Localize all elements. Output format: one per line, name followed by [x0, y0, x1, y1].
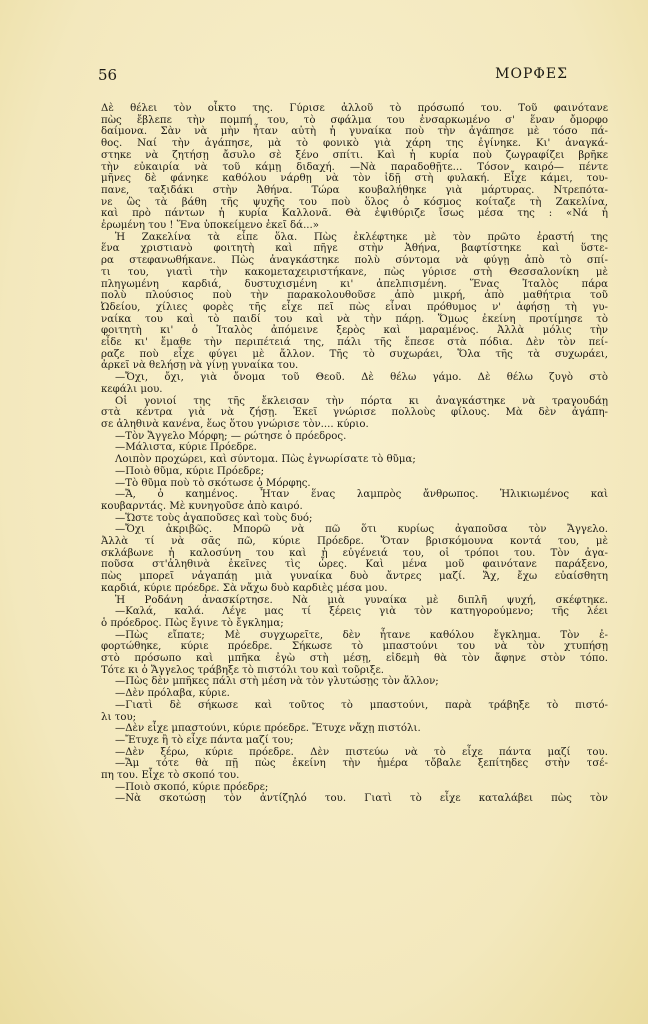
text-line: κουβαρντάς. Μὲ κυνηγοῦσε ἀπὸ καιρό. [101, 500, 303, 512]
text-line: σε ἀληθινὰ κανένα, ἕως ὅτου γνώρισε τὸν.... κύριο. [101, 418, 369, 430]
text-line: φορτώθηκε, κύριε πρόεδρε. Σήκωσε τὸ μπαστούνι του νὰ τὸν χτυπήσῃ [101, 641, 608, 653]
text-line: —Ὄχι, ὄχι, γιὰ ὄνομα τοῦ Θεοῦ. Δὲ θέλω γάμο. Δὲ θέλω ζυγὸ στὸ [115, 372, 608, 384]
text-line: στηκε νὰ ζητήσῃ ἄσυλο σὲ ξένο σπίτι. Καὶ ἡ κυρία ποὺ ζωγραφίζει βρῆκε [101, 149, 608, 161]
text-line: πληγωμένη καρδιά, δυστυχισμένη κι' ἀπελπισμένη. Ἕνας Ἰταλὸς πάρα [101, 278, 608, 290]
page-number: 56 [98, 66, 118, 84]
page-header [98, 66, 568, 86]
text-line: —Μάλιστα, κύριε Πρόεδρε. [115, 442, 257, 454]
text-line: δαίμονα. Σὰν νὰ μὴν ἦταν αὐτὴ ἡ γυναίκα ποὺ τὴν ἀγάπησε μὲ τόσο πά- [101, 126, 608, 138]
text-line: —Γιατὶ δὲ σήκωσε καὶ τοῦτος τὸ μπαστούνι, παρὰ τράβηξε τὸ πιστό- [115, 699, 608, 711]
text-line: Ἡ Ροδάνη ἀνασκίρτησε. Νὰ μιὰ γυναίκα μὲ διπλῆ ψυχή, σκέφτηκε. [115, 594, 608, 606]
text-line: ποῦσα στ'ἀληθινὰ ἐκεῖνες τὶς ὧρες. Καὶ μένα μοῦ φαινότανε παράξενο, [101, 559, 608, 571]
text-line: —Ἄμ τότε θὰ πῇ πὼς ἐκείνη τὴν ἡμέρα τὄβαλε ξεπίτηδες στὴν τσέ- [115, 758, 608, 770]
text-line: πὼς μπορεῖ νἀγαπάῃ μιὰ γυναίκα δυὸ ἄντρες μαζί. Ἄχ, ἔχω εὐαίσθητη [101, 571, 608, 583]
running-title: ΜΟΡΦΕΣ [495, 66, 568, 82]
text-line: καρδιά, κύριε πρόεδρε. Σὰ νἄχω δυὸ καρδιὲς μέσα μου. [101, 582, 388, 594]
text-line: —Τὸ θῦμα ποὺ τὸ σκότωσε ὁ Μόρφης. [115, 477, 311, 489]
text-line: καὶ πρὸ πάντων ἡ κυρία Καλλονᾶ. Θὰ ἐψιθύριζε ἴσως μέσα της : «Νά ἡ [101, 208, 608, 220]
text-line: —Δὲν ξέρω, κύριε πρόεδρε. Δὲν πιστεύω νὰ τὸ εἶχε πάντα μαζί του. [115, 746, 608, 758]
text-line: ἕνα χριστιανὸ φοιτητὴ καὶ πῆγε στὴν Ἀθήνα, βαφτίστηκε καὶ ὕστε- [101, 243, 608, 255]
text-line: —Πὼς δὲν μπῆκες πάλι στὴ μέση νὰ τὸν γλυτώσῃς τὸν ἄλλον; [115, 676, 439, 688]
text-line: ραζε ποὺ εἶχε φύγει μὲ ἄλλον. Τῆς τὸ συχωράει, Ὅλα τῆς τὰ συχωράει, [101, 348, 608, 360]
text-line: μῆνες δὲ φάνηκε καθόλου νάρθῃ νὰ τὸν ἰδῇ στὴ φυλακή. Εἶχε κάμει, του- [101, 173, 608, 185]
text-line: φοιτητὴ κι' ὁ Ἰταλὸς ἀπόμεινε ξερὸς καὶ μαραμένος. Ἀλλὰ μόλις τὴν [101, 325, 608, 337]
text-line: —Ποιὸ θῦμα, κύριε Πρόεδρε; [115, 465, 265, 477]
text-line: πανε, ταξιδάκι στὴν Ἀθήνα. Τώρα κουβαλήθηκε γιὰ μάρτυρας. Ντρεπότα- [101, 184, 608, 196]
text-line: ρα στεφανωθήκανε. Πὼς ἀναγκάστηκε πολὺ σύντομα νὰ φύγῃ ἀπὸ τὸ σπί- [101, 255, 608, 267]
text-line: λι του; [101, 711, 137, 723]
text-line: Λοιπὸν προχώρει, καὶ σύντομα. Πὼς ἐγνωρίσατε τὸ θῦμα; [115, 454, 416, 466]
text-line: Οἱ γονιοί της τῆς ἔκλεισαν τὴν πόρτα κι ἀναγκάστηκε νὰ τραγουδάῃ [115, 395, 608, 407]
text-line: Τότε κι ὁ Ἄγγελος τράβηξε τὸ πιστόλι του καὶ τοῦριξε. [101, 664, 385, 676]
text-line: Ἀλλὰ τί νὰ σᾶς πῶ, κύριε Πρόεδρε. Ὅταν βρισκόμουνα κοντά του, μὲ [101, 536, 608, 548]
text-line: —Ὄχι ἀκριβῶς. Μπορῶ νὰ πῶ ὅτι κυρίως ἀγαποῦσα τὸν Ἄγγελο. [115, 524, 608, 536]
text-line: Ἡ Ζακελίνα τὰ εἶπε ὅλα. Πὼς ἐκλέφτηκε μὲ τὸν πρῶτο ἐραστή της [115, 231, 608, 243]
text-line: Δὲ θέλει τὸν οἶκτο της. Γύρισε ἀλλοῦ τὸ πρόσωπό του. Τοῦ φαινότανε [101, 103, 608, 114]
text-line: ἐρωμένη του ! Ἕνα ὑποκείμενο ἐκεῖ δά...» [101, 220, 320, 232]
text-line: —Τὸν Ἄγγελο Μόρφη; — ρώτησε ὁ πρόεδρος. [115, 430, 347, 442]
text-line: πὼς ἔβλεπε τὴν πομπή του, τὸ σφάλμα του ἐνσαρκωμένο σ' ἕναν ὄμορφο [101, 114, 608, 126]
text-line: στὸ πρόσωπο καὶ μπῆκα ἐγὼ στὴ μέσῃ, εἰδεμὴ θὰ τὸν ἄφηνε στὸν τόπο. [101, 653, 608, 665]
text-line: εἶδε κι' ἔμαθε τὴν περιπέτειά της, πάλι τῆς ἔπεσε στὰ πόδια. Δὲν τὸν πεί- [101, 337, 608, 349]
text-line: θος. Ναί τὴν ἀγάπησε, μὰ τὸ φονικὸ γιὰ χάρη της ἐγίνηκε. Κι' ἀναγκά- [101, 138, 608, 150]
body-text [101, 103, 608, 805]
text-line: —Ὥστε τοὺς ἀγαποῦσες καὶ τοὺς δυό; [115, 512, 313, 524]
text-line: ναίκα του καὶ τὸ παιδί του καὶ νὰ τὴν πάρῃ. Ὅμως ἐκείνη προτίμησε τὸ [101, 313, 608, 325]
text-line: σκλάβωνε ἡ καλοσύνη του καὶ ἡ εὐγένειά του, οἱ τρόποι του. Τὸν ἀγα- [101, 547, 608, 559]
text-line: ὁ πρόεδρος. Πὼς ἔγινε τὸ ἔγκλημα; [101, 617, 284, 629]
text-line: —Ποιὸ σκοπό, κύριε πρόεδρε; [115, 781, 269, 793]
text-line: πολὺ πλούσιος ποὺ τὴν παρακολουθοῦσε ἀπὸ μικρή, ἀπὸ μαθήτρια τοῦ [101, 290, 608, 302]
text-line: τι του, γιατὶ τὴν κακομεταχειριστήκανε, πὼς γύρισε στὴ Θεσσαλονίκη μὲ [101, 266, 608, 278]
text-line: —Ἔτυχε ἢ τὸ εἶχε πάντα μαζί του; [115, 734, 294, 746]
text-line: —Καλά, καλά. Λέγε μας τί ξέρεις γιὰ τὸν κατηγορούμενο; τῆς λέει [115, 606, 608, 618]
text-line: πη του. Εἶχε τὸ σκοπό του. [101, 770, 240, 782]
text-line: ἀρκεῖ νὰ θελήσῃ νὰ γίνῃ γυναίκα του. [101, 360, 299, 372]
text-line: κεφάλι μου. [101, 383, 163, 395]
text-line: νε ὣς τὰ βάθη τῆς ψυχῆς του ποὺ ὅλος ὁ κόσμος κοίταζε τὴ Ζακελίνα, [101, 196, 608, 208]
text-line: στὰ κέντρα γιὰ νὰ ζήσῃ. Ἐκεῖ γνώρισε πολλοὺς φίλους. Μὰ δὲν ἀγάπη- [101, 407, 608, 419]
text-line: τὴν εὐκαιρία νὰ τοῦ κάμῃ διδαχή. —Νὰ παραδοθῇτε... Τόσον καιρό— πέντε [101, 161, 608, 173]
text-line: —Δὲν πρόλαβα, κύριε. [115, 688, 230, 700]
text-line: —Πὼς εἴπατε; Μὲ συγχωρεῖτε, δὲν ἦτανε καθόλου ἔγκλημα. Τὸν ἐ- [115, 629, 608, 641]
text-line: —Δὲν εἶχε μπαστούνι, κύριε πρόεδρε. Ἔτυχε νἄχῃ πιστόλι. [115, 723, 421, 735]
text-line: —Νὰ σκοτώσῃ τὸν ἀντίζηλό του. Γιατὶ τὸ εἶχε καταλάβει πὼς τὸν [115, 793, 608, 805]
text-line: Ὠδείου, χίλιες φορὲς τῆς εἶχε πεῖ πὼς εἶναι πρόθυμος ν' ἀφήσῃ τὴ γυ- [101, 301, 608, 313]
text-line: —Ἄ, ὁ καημένος. Ἦταν ἕνας λαμπρὸς ἄνθρωπος. Ἡλικιωμένος καὶ [115, 489, 608, 501]
